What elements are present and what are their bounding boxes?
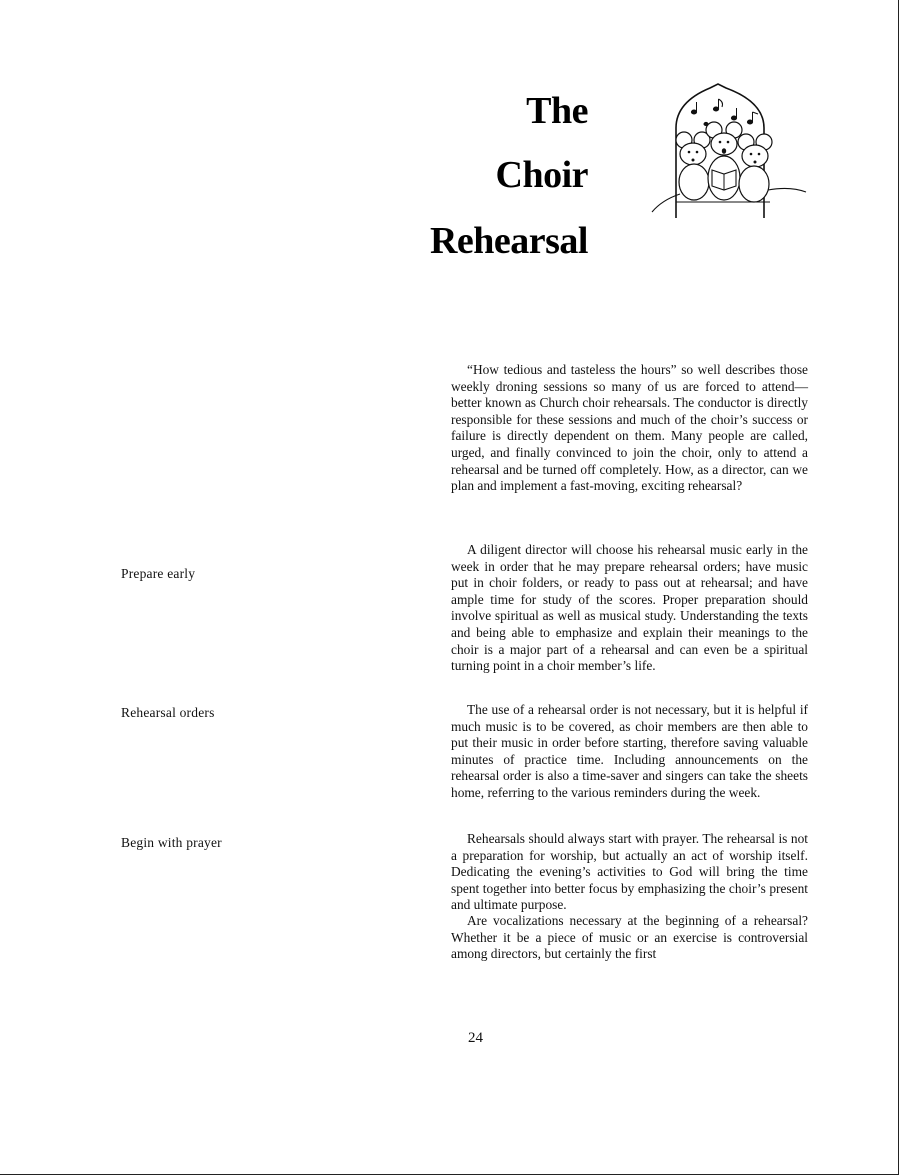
paragraph-begin-with-prayer: Rehearsals should always start with prayer. The rehearsal is not a preparation for worship, but actually an act of worship itself. Dedicating the evening’s activities to God will bring the time spent together into better focus by emphasizing the choir’s present and ultimate purpose. [451, 831, 808, 913]
paragraph-intro: “How tedious and tasteless the hours” so well describes those weekly droning sessions so many of us are forced to attend—better known as Church choir rehearsals. The conductor is directly responsible for these sessions and much of the choir’s success or failure is directly dependent on them. Many people are called, urged, and finally convinced to join the choir, only to attend a rehearsal and be turned off completely. How, as a director, can we plan and implement a fast-moving, exciting rehearsal? [451, 362, 808, 494]
paragraph-prepare-early: A diligent director will choose his rehearsal music early in the week in order that he may prepare rehearsal orders; have music put in choir folders, or ready to pass out at rehearsal; and have ample time for study of the scores. Proper preparation should involve spiritual as well as musical study. Understanding the texts and being able to emphasize and explain their meanings to the choir is a major part of a rehearsal and can even be a spiritual turning point in a choir member’s life. [451, 542, 808, 674]
paragraph-rehearsal-orders: The use of a rehearsal order is not necessary, but it is helpful if much music is to be covered, as choir members are then able to put their music in order before starting, therefore saving valuable minutes of practice time. Including announcements on the rehearsal order is also a time-saver and singers can take the sheets home, referring to the various reminders during the week. [451, 702, 808, 800]
side-note-begin-with-prayer: Begin with prayer [121, 835, 222, 850]
page-number: 24 [468, 1030, 483, 1046]
singing-mice-choir-icon [650, 82, 810, 222]
title-line-2: Choir [495, 154, 588, 196]
title-line-3: Rehearsal [429, 220, 588, 262]
side-note-prepare-early: Prepare early [121, 566, 196, 581]
paragraph-vocalizations: Are vocalizations necessary at the beginning of a rehearsal? Whether it be a piece of music or an exercise is controversial among directors, but certainly the first [451, 913, 808, 962]
side-note-rehearsal-orders: Rehearsal orders [121, 705, 215, 720]
title-line-1: The [526, 90, 588, 132]
